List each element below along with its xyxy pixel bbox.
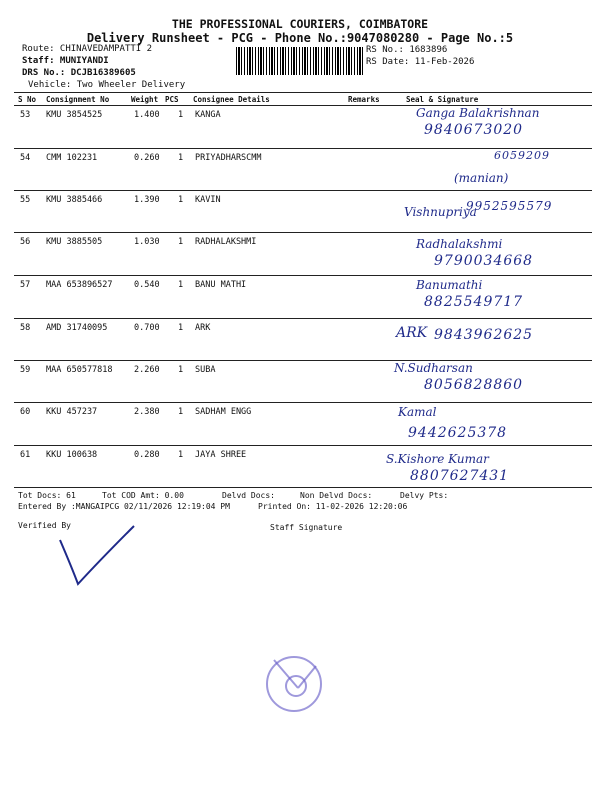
row-consignment: KMU 3885505 — [46, 237, 103, 247]
table-row — [14, 149, 592, 191]
total-docs: Tot Docs: 61 — [18, 491, 76, 500]
row-divider — [14, 487, 592, 488]
signature-phone: 9843962625 — [434, 327, 534, 343]
verification-checkmark-icon — [30, 520, 140, 600]
signature-phone: 8825549717 — [424, 294, 524, 310]
row-consignee: PRIYADHARSCMM — [195, 153, 262, 163]
row-consignee: KAVIN — [195, 195, 221, 205]
signature-name: ARK — [396, 325, 428, 341]
col-pcs: PCS — [165, 95, 179, 104]
signature-name: S.Kishore Kumar — [386, 452, 489, 466]
row-consignee: ARK — [195, 323, 211, 333]
route-label: Route: CHINAVEDAMPATTI 2 — [22, 44, 153, 54]
row-pcs: 1 — [178, 323, 184, 333]
signature-phone: 9952595579 — [466, 199, 553, 213]
row-sno: 54 — [20, 153, 31, 163]
barcode — [236, 47, 364, 75]
row-weight: 2.260 — [134, 365, 160, 375]
col-remarks: Remarks — [348, 95, 380, 104]
col-consignee: Consignee Details — [193, 95, 270, 104]
row-pcs: 1 — [178, 195, 184, 205]
row-consignee: BANU MATHI — [195, 280, 247, 290]
table-row — [14, 106, 592, 148]
rs-number: RS No.: 1683896 — [366, 45, 448, 55]
row-consignment: MAA 650577818 — [46, 365, 113, 375]
total-cod-amount: Tot COD Amt: 0.00 — [102, 491, 184, 500]
signature-name: Vishnupriya — [404, 205, 477, 219]
signature-phone: 8807627431 — [410, 468, 510, 484]
row-weight: 0.700 — [134, 323, 160, 333]
table-row — [14, 403, 592, 445]
row-consignee: SADHAM ENGG — [195, 407, 252, 417]
col-sno: S No — [18, 95, 37, 104]
row-consignment: AMD 31740095 — [46, 323, 108, 333]
staff-label: Staff: MUNIYANDI — [22, 56, 109, 66]
table-row — [14, 446, 592, 488]
row-consignment: CMM 102231 — [46, 153, 98, 163]
row-sno: 60 — [20, 407, 31, 417]
row-pcs: 1 — [178, 365, 184, 375]
signature-name: Banumathi — [416, 278, 483, 292]
seal-stamp-icon — [258, 648, 330, 720]
table-row — [14, 276, 592, 318]
row-consignee: JAYA SHREE — [195, 450, 247, 460]
signature-phone: 9790034668 — [434, 253, 534, 269]
row-sno: 59 — [20, 365, 31, 375]
row-weight: 1.390 — [134, 195, 160, 205]
rs-date: RS Date: 11-Feb-2026 — [366, 57, 475, 67]
signature-phone: 9442625378 — [408, 425, 508, 441]
non-delivered-docs: Non Delvd Docs: — [300, 491, 373, 500]
verified-by-label: Verified By — [18, 521, 71, 530]
signature-name: Ganga Balakrishnan — [416, 106, 540, 120]
row-weight: 2.380 — [134, 407, 160, 417]
table-row — [14, 361, 592, 403]
row-weight: 0.260 — [134, 153, 160, 163]
signature-name: Radhalakshmi — [416, 237, 503, 251]
row-consignment: KMU 3854525 — [46, 110, 103, 120]
document-subtitle: Delivery Runsheet - PCG - Phone No.:9047080280 - Page No.:5 — [86, 31, 514, 45]
row-weight: 0.540 — [134, 280, 160, 290]
delivery-points: Delvy Pts: — [400, 491, 449, 500]
drs-number: DRS No.: DCJB16389605 — [22, 68, 136, 78]
row-sno: 61 — [20, 450, 31, 460]
vehicle-label: Vehicle: Two Wheeler Delivery — [28, 80, 186, 90]
delivered-docs: Delvd Docs: — [222, 491, 275, 500]
table-row — [14, 191, 592, 233]
row-pcs: 1 — [178, 153, 184, 163]
signature-name: N.Sudharsan — [394, 361, 473, 375]
row-sno: 53 — [20, 110, 31, 120]
row-consignment: MAA 653896527 — [46, 280, 113, 290]
row-sno: 55 — [20, 195, 31, 205]
row-consignment: KKU 100638 — [46, 450, 98, 460]
header-top-rule — [14, 92, 592, 93]
row-pcs: 1 — [178, 280, 184, 290]
signature-name: (manian) — [454, 171, 509, 185]
row-pcs: 1 — [178, 237, 184, 247]
row-weight: 0.280 — [134, 450, 160, 460]
row-sno: 56 — [20, 237, 31, 247]
row-consignee: RADHALAKSHMI — [195, 237, 257, 247]
entered-by: Entered By :MANGAIPCG 02/11/2026 12:19:04 PM — [18, 502, 230, 511]
document-title: THE PROFESSIONAL COURIERS, COIMBATORE — [171, 17, 429, 31]
row-consignment: KMU 3885466 — [46, 195, 103, 205]
row-pcs: 1 — [178, 407, 184, 417]
row-weight: 1.030 — [134, 237, 160, 247]
signature-name: Kamal — [398, 405, 437, 419]
row-consignee: SUBA — [195, 365, 216, 375]
col-consignment: Consignment No — [46, 95, 110, 104]
row-weight: 1.400 — [134, 110, 160, 120]
col-weight: Weight — [131, 95, 159, 104]
row-sno: 57 — [20, 280, 31, 290]
signature-phone: 8056828860 — [424, 377, 524, 393]
row-pcs: 1 — [178, 110, 184, 120]
row-sno: 58 — [20, 323, 31, 333]
row-consignment: KKU 457237 — [46, 407, 98, 417]
signature-phone: 6059209 — [494, 149, 550, 162]
table-row — [14, 233, 592, 275]
printed-on: Printed On: 11-02-2026 12:20:06 — [258, 502, 408, 511]
staff-signature-label: Staff Signature — [270, 523, 343, 532]
row-pcs: 1 — [178, 450, 184, 460]
row-consignee: KANGA — [195, 110, 221, 120]
table-row — [14, 319, 592, 361]
signature-phone: 9840673020 — [424, 122, 524, 138]
col-seal-signature: Seal & Signature — [406, 95, 479, 104]
